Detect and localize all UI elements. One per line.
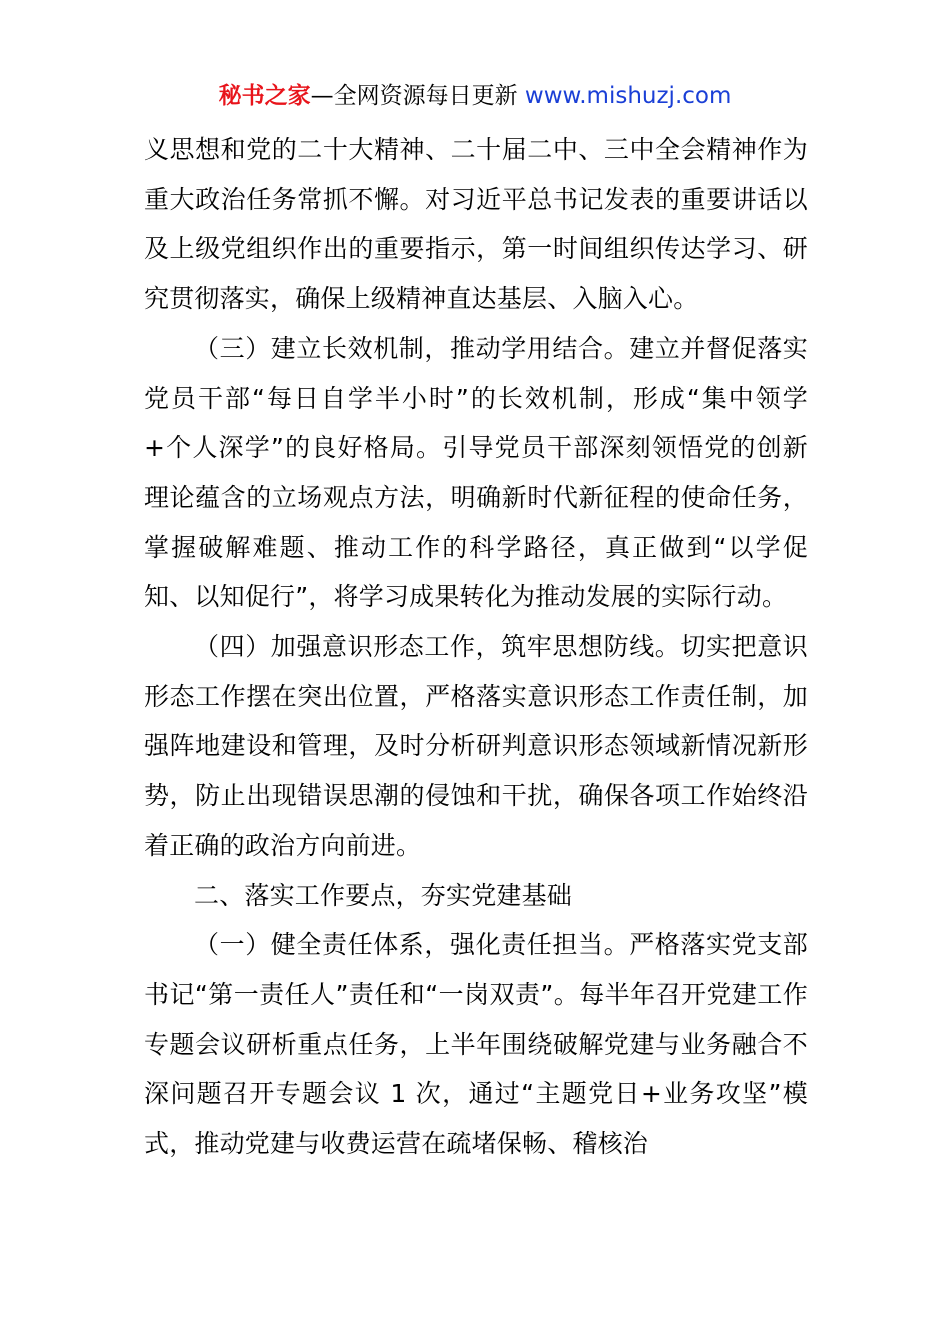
paragraph-subsection-1: （一）健全责任体系，强化责任担当。严格落实党支部书记“第一责任人”责任和“一岗双责”。每半年召开党建工作专题会议研析重点任务，上半年围绕破解党建与业务融合不深问题召开专题会议 1 次，通过“主题党日+业务攻坚”模式，推动党建与收费运营在疏堵保畅、稽核治 (144, 930, 808, 1159)
section-heading-2: 二、落实工作要点，夯实党建基础 (194, 880, 573, 910)
paragraph-continued: 义思想和党的二十大精神、二十届二中、三中全会精神作为重大政治任务常抓不懈。对习近平总书记发表的重要讲话以及上级党组织作出的重要指示，第一时间组织传达学习、研究贯彻落实，确保上级精神直达基层、入脑入心。 (144, 135, 808, 314)
document-body (144, 125, 808, 1169)
site-header (0, 80, 950, 112)
site-url-link[interactable]: www.mishuzj.com (524, 83, 732, 109)
paragraph-section-3: （三）建立长效机制，推动学用结合。建立并督促落实党员干部“每日自学半小时”的长效机制，形成“集中领学+个人深学”的良好格局。引导党员干部深刻领悟党的创新理论蕴含的立场观点方法，明确新时代新征程的使命任务，掌握破解难题、推动工作的科学路径，真正做到“以学促知、以知促行”，将学习成果转化为推动发展的实际行动。 (144, 333, 808, 612)
paragraph-section-4: （四）加强意识形态工作，筑牢思想防线。切实把意识形态工作摆在突出位置，严格落实意识形态工作责任制，加强阵地建设和管理，及时分析研判意识形态领域新情况新形势，防止出现错误思潮的侵蚀和干扰，确保各项工作始终沿着正确的政治方向前进。 (144, 632, 808, 860)
header-tagline: —全网资源每日更新 (310, 83, 525, 109)
brand-name: 秘书之家 (218, 83, 311, 109)
